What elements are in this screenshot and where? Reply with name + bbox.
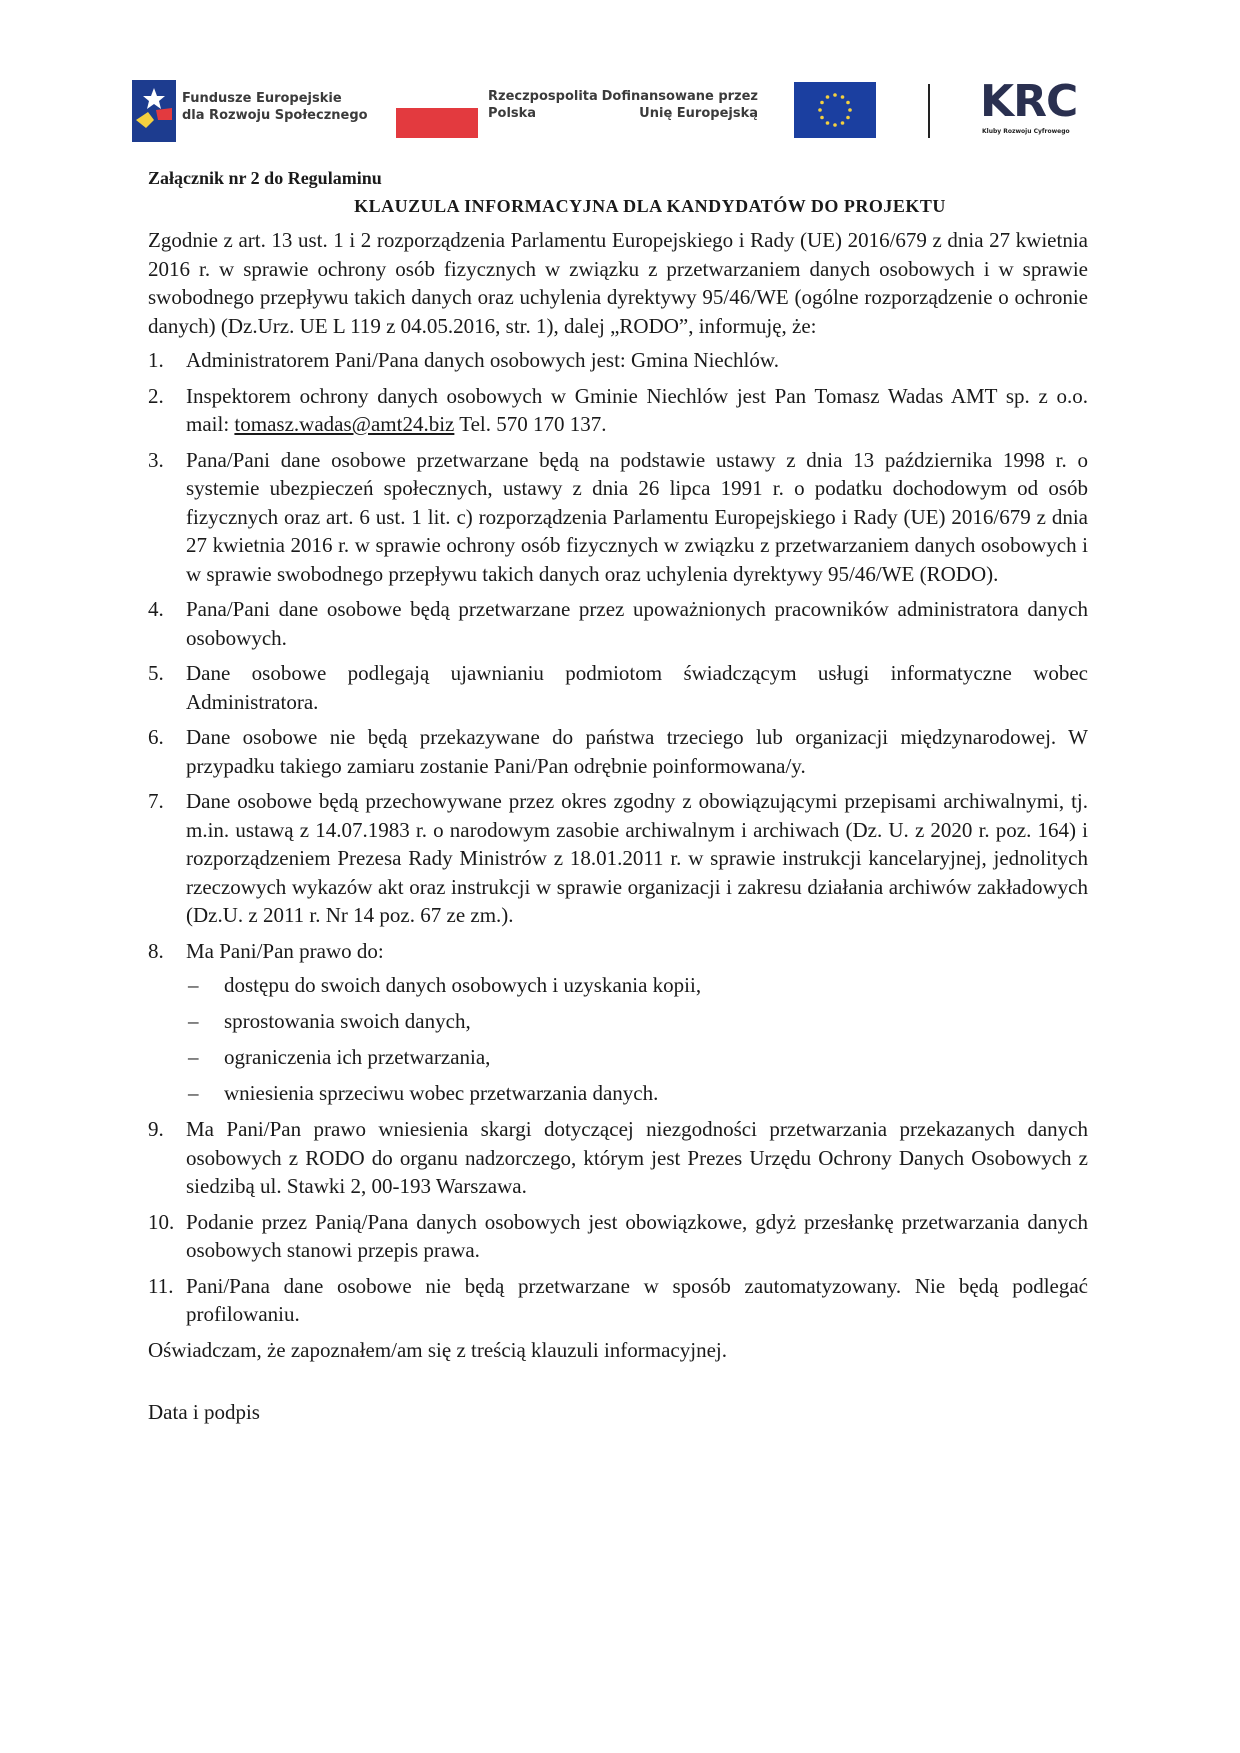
annex-label: Załącznik nr 2 do Regulaminu bbox=[148, 168, 382, 188]
clause-item-11 bbox=[148, 1272, 1088, 1329]
clause-number: 1. bbox=[148, 348, 164, 372]
eu-cofinanced-text bbox=[598, 88, 758, 122]
dpo-email-link[interactable]: tomasz.wadas@amt24.biz bbox=[234, 412, 455, 436]
clause-number: 3. bbox=[148, 447, 164, 472]
polish-flag-icon bbox=[396, 108, 478, 138]
clause-item-8 bbox=[148, 937, 1088, 1108]
clause-item-4 bbox=[148, 595, 1088, 652]
clause-text: Dane osobowe nie będą przekazywane do państwa trzeciego lub organizacji międzynarodowej. W przypadku takiego zamiaru zostanie Pani/Pan odrębnie poinformowana/y. bbox=[186, 725, 1088, 778]
clause-text: Ma Pani/Pan prawo do: bbox=[186, 938, 384, 963]
clause-item-9 bbox=[148, 1115, 1088, 1201]
rights-list bbox=[186, 971, 1088, 1107]
fe-line1: Fundusze Europejskie bbox=[182, 91, 342, 106]
clause-text: Pana/Pani dane osobowe będą przetwarzane przez upoważnionych pracowników administratora danych osobowych. bbox=[186, 597, 1088, 650]
clause-item-6 bbox=[148, 723, 1088, 780]
clause-text: Dane osobowe będą przechowywane przez okres zgodny z obowiązującymi przepisami archiwalnymi, tj. m.in. ustawą z 14.07.1983 r. o narodowym zasobie archiwalnym i archiwach (Dz. U. z 2020 r. poz. 164) i rozporządzeniem Prezesa Rady Ministrów z 18.01.2011 r. w sprawie instrukcji kancelaryjnej, jednolitych rzeczowych wykazów akt oraz instrukcji w sprawie organizacji i zakresu działania archiwów zakładowych (Dz.U. z 2011 r. Nr 14 poz. 67 ze zm.). bbox=[186, 789, 1088, 927]
rp-line1: Rzeczpospolita bbox=[488, 89, 598, 104]
clause-number: 11. bbox=[148, 1273, 174, 1298]
dash-bullet: – bbox=[188, 1081, 199, 1105]
eu-line1: Dofinansowane przez bbox=[601, 89, 758, 104]
logo-divider bbox=[928, 84, 930, 138]
dash-bullet: – bbox=[188, 973, 199, 997]
clause-text-phone: Tel. 570 170 137. bbox=[454, 412, 607, 436]
document-body bbox=[148, 226, 1088, 1427]
krc-subtitle: Kluby Rozwoju Cyfrowego bbox=[982, 128, 1070, 135]
clause-item-7 bbox=[148, 787, 1088, 930]
clause-text: Inspektorem ochrony danych osobowych w Gminie Niechlów jest Pan Tomasz Wadas AMT sp. z o.o. mail: bbox=[186, 383, 1088, 436]
signature-label: Data i podpis bbox=[148, 1400, 260, 1424]
dash-bullet: – bbox=[188, 1009, 199, 1033]
right-text: sprostowania swoich danych, bbox=[224, 1009, 471, 1033]
clause-number: 9. bbox=[148, 1117, 164, 1141]
clause-text: Pana/Pani dane osobowe przetwarzane będą na podstawie ustawy z dnia 13 października 1998 r. o systemie ubezpieczeń społecznych, ustawy z dnia 26 lipca 1991 r. o podatku dochodowym od osób fizycznych oraz art. 6 ust. 1 lit. c) rozporządzenia Parlamentu Europejskiego i Rady (UE) 2016/679 z dnia 27 kwietnia 2016 r. w sprawie ochrony osób fizycznych w związku z przetwarzaniem danych osobowych i w sprawie swobodnego przepływu takich danych oraz uchylenia dyrektywy 95/46/WE (RODO). bbox=[186, 447, 1088, 586]
clause-text: Ma Pani/Pan prawo wniesienia skargi dotyczącej niezgodności przetwarzania przekazanych danych osobowych z RODO do organu nadzorczego, którym jest Prezes Urzędu Ochrony Danych Osobowych z siedzibą ul. Stawki 2, 00-193 Warszawa. bbox=[186, 1117, 1088, 1198]
clause-text: Dane osobowe podlegają ujawnianiu podmiotom świadczącym usługi informatyczne wobec Administratora. bbox=[186, 661, 1088, 714]
right-item bbox=[186, 1079, 1088, 1107]
fundusze-europejskie-logo-icon bbox=[132, 80, 176, 142]
eu-line2: Unię Europejską bbox=[639, 106, 758, 121]
rzeczpospolita-text bbox=[488, 88, 598, 122]
document-title: KLAUZULA INFORMACYJNA DLA KANDYDATÓW DO PROJEKTU bbox=[354, 196, 946, 216]
clause-list bbox=[148, 346, 1088, 1329]
intro-paragraph: Zgodnie z art. 13 ust. 1 i 2 rozporządzenia Parlamentu Europejskiego i Rady (UE) 2016/679 z dnia 27 kwietnia 2016 r. w sprawie ochrony osób fizycznych w związku z przetwarzaniem danych osobowych i w sprawie swobodnego przepływu takich danych oraz uchylenia dyrektywy 95/46/WE (ogólne rozporządzenie o ochronie danych) (Dz.Urz. UE L 119 z 04.05.2016, str. 1), dalej „RODO”, informuję, że: bbox=[148, 228, 1088, 338]
right-item bbox=[186, 971, 1088, 999]
fundusze-europejskie-text bbox=[182, 90, 368, 124]
eu-flag-icon bbox=[794, 82, 876, 138]
declaration-statement: Oświadczam, że zapoznałem/am się z treścią klauzuli informacyjnej. bbox=[148, 1337, 727, 1362]
clause-number: 8. bbox=[148, 938, 164, 963]
clause-number: 6. bbox=[148, 725, 164, 749]
clause-number: 2. bbox=[148, 383, 164, 408]
clause-number: 7. bbox=[148, 789, 164, 813]
right-text: wniesienia sprzeciwu wobec przetwarzania danych. bbox=[224, 1081, 659, 1105]
clause-number: 5. bbox=[148, 661, 164, 685]
dash-bullet: – bbox=[188, 1045, 199, 1069]
clause-item-2 bbox=[148, 382, 1088, 439]
clause-item-1 bbox=[148, 346, 1088, 375]
header-logos bbox=[118, 72, 1098, 142]
clause-text: Podanie przez Panią/Pana danych osobowych jest obowiązkowe, gdyż przesłankę przetwarzania danych osobowych stanowi przepis prawa. bbox=[186, 1209, 1088, 1262]
rp-line2: Polska bbox=[488, 106, 537, 121]
right-item bbox=[186, 1007, 1088, 1035]
clause-item-5 bbox=[148, 659, 1088, 716]
krc-logo bbox=[980, 76, 1100, 140]
clause-number: 10. bbox=[148, 1209, 175, 1234]
right-text: ograniczenia ich przetwarzania, bbox=[224, 1045, 491, 1069]
clause-item-10 bbox=[148, 1208, 1088, 1265]
clause-item-3 bbox=[148, 446, 1088, 589]
clause-text: Pani/Pana dane osobowe nie będą przetwarzane w sposób zautomatyzowany. Nie będą podlegać profilowaniu. bbox=[186, 1273, 1088, 1326]
clause-text: Administratorem Pani/Pana danych osobowych jest: Gmina Niechlów. bbox=[186, 348, 779, 372]
right-text: dostępu do swoich danych osobowych i uzyskania kopii, bbox=[224, 973, 702, 997]
polish-flag-white bbox=[396, 86, 478, 108]
fe-line2: dla Rozwoju Społecznego bbox=[182, 108, 368, 123]
right-item bbox=[186, 1043, 1088, 1071]
clause-number: 4. bbox=[148, 597, 164, 621]
krc-letters: KRC bbox=[980, 76, 1078, 127]
